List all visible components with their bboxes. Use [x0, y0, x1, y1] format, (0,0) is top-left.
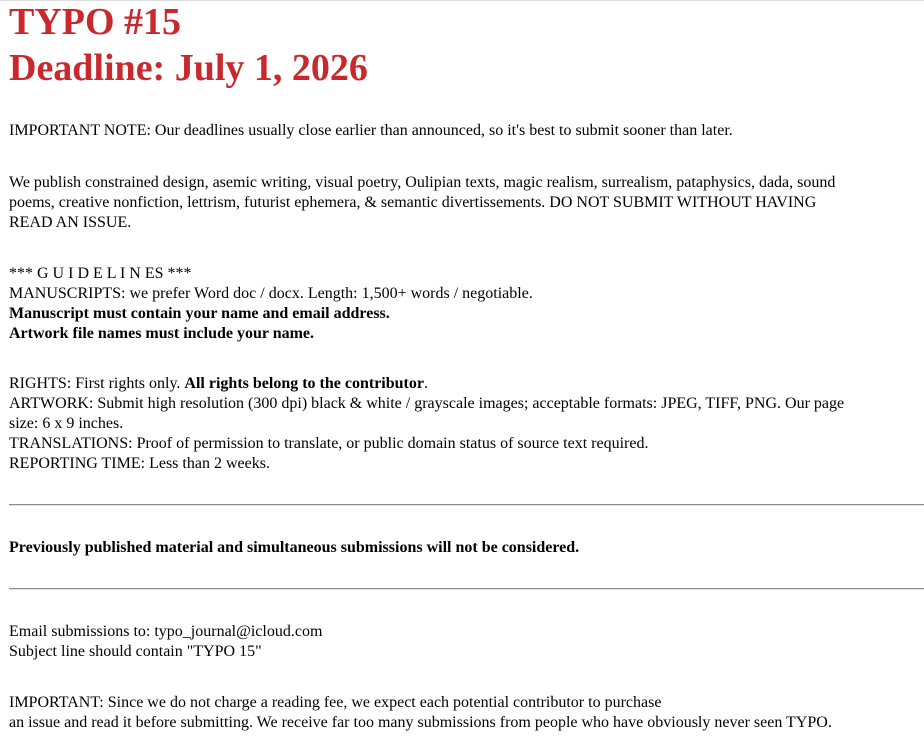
issue-title: TYPO #15	[9, 1, 182, 43]
deadline-heading: Deadline: July 1, 2026	[9, 47, 368, 89]
reading-fee-line-2: an issue and read it before submitting. We receive far too many submissions from people who have obviously never seen TYPO.	[9, 714, 832, 731]
previously-published-notice: Previously published material and simultaneous submissions will not be considered.	[9, 539, 580, 556]
name-email-requirement: Manuscript must contain your name and email address.	[9, 305, 390, 322]
artwork-guideline-line-2: size: 6 x 9 inches.	[9, 415, 124, 432]
manuscripts-guideline: MANUSCRIPTS: we prefer Word doc / docx. Length: 1,500+ words / negotiable.	[9, 285, 533, 302]
rights-guideline: RIGHTS: First rights only. All rights belong to the contributor.	[9, 375, 428, 392]
publish-paragraph-line-3: READ AN ISSUE.	[9, 214, 132, 231]
divider-top	[9, 504, 924, 506]
translations-guideline: TRANSLATIONS: Proof of permission to translate, or public domain status of source text required.	[9, 435, 649, 452]
important-note: IMPORTANT NOTE: Our deadlines usually close earlier than announced, so it's best to submit sooner than later.	[9, 122, 733, 139]
email-submissions: Email submissions to: typo_journal@icloud.com	[9, 623, 323, 640]
divider-bottom	[9, 588, 924, 590]
subject-line-instruction: Subject line should contain "TYPO 15"	[9, 643, 262, 660]
artwork-guideline-line-1: ARTWORK: Submit high resolution (300 dpi) black & white / grayscale images; acceptable formats: JPEG, TIFF, PNG. Our page	[9, 395, 845, 412]
publish-paragraph-line-2: poems, creative nonfiction, lettrism, futurist ephemera, & semantic divertissements. DO NOT SUBMIT WITHOUT HAVING	[9, 194, 817, 211]
rights-bold: All rights belong to the contributor	[184, 375, 424, 392]
artwork-name-requirement: Artwork file names must include your name.	[9, 325, 315, 342]
guidelines-header: *** G U I D E L I N ES ***	[9, 265, 192, 282]
reading-fee-line-1: IMPORTANT: Since we do not charge a reading fee, we expect each potential contributor to purchase	[9, 694, 662, 711]
reporting-time: REPORTING TIME: Less than 2 weeks.	[9, 455, 270, 472]
publish-paragraph-line-1: We publish constrained design, asemic writing, visual poetry, Oulipian texts, magic realism, surrealism, pataphysics, dada, sound	[9, 174, 836, 191]
